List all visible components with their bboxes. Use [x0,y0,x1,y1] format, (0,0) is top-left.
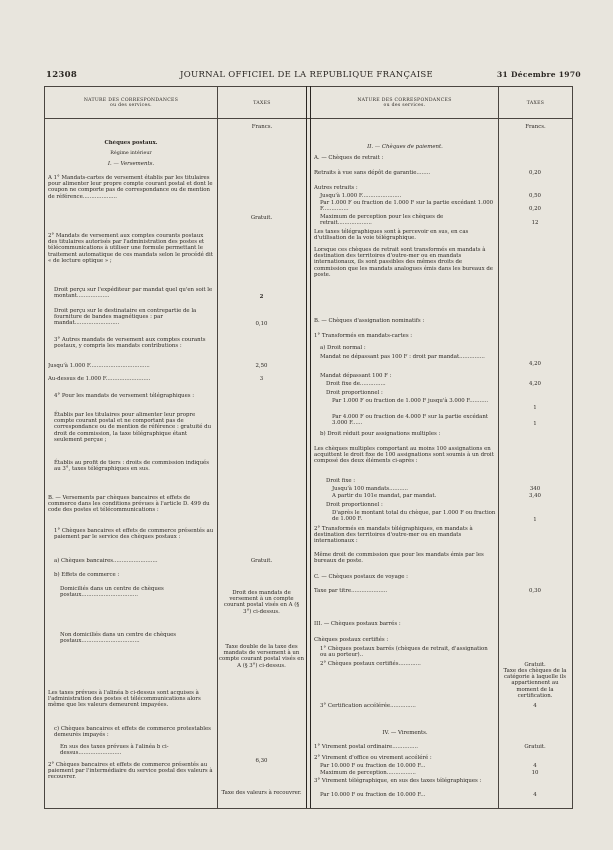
col-line [310,86,311,808]
entry: Droit proportionnel : [326,502,383,508]
entry: A. — Chèques de retrait : [314,155,384,161]
entry: Non domiciliés dans un centre de chèques postaux.................................. [60,632,177,645]
section-heading: II. — Chèques de paiement. [367,144,443,150]
entry: c) Chèques bancaires et effets de commerce protestables demeurés impayés : [54,726,211,739]
entry: 2° Transformés en mandats télégraphiques, en mandats à destination des territoires d'outre-mer ou en mandats internationaux : [314,526,473,545]
entry: 3° Certification accélérée............... [320,703,416,709]
entry: 1° Chèques postaux barrés (chèques de retrait, d'assignation ou au porteur).. [320,646,488,659]
entry: A 1° Mandats-cartes de versement établis par les titulaires pour alimenter leur propre compte courant postal et dont le coupon ne comporte pas de correspondance ou de mention de référence.................... [48,175,213,200]
entry: Lorsque ces chèques de retrait sont transformés en mandats à destination des territoires d'outre-mer ou en mandats internationaux, ils sont passibles des mêmes droits de commission que les mandats analogues émis dans les bureaux de poste. [314,247,493,278]
tax-value: 3 [259,376,264,382]
entry: 4° Pour les mandats de versement télégraphiques : [54,393,195,399]
entry: 1° Chèques bancaires et effets de commerce présentés au paiement par le service des chèques postaux : [54,528,214,541]
tax-value: 6,30 [255,758,268,764]
tax-value: 0,20 [528,170,541,176]
entry: Mandat dépassant 100 F : [320,373,392,379]
entry: 2° Chèques bancaires et effets de commerce présentés au paiement par l'intermédiaire du service postal des valeurs à recouvrer. [48,762,213,781]
tax-value: 0,10 [255,321,268,327]
tax-value: Gratuit. [524,662,546,668]
tax-value: Gratuit. [250,215,273,221]
tax-value: 4 [533,703,537,709]
entry: Droit perçu sur le destinataire en contrepartie de la fourniture de bandes magnétiques : par mandat.......................... [54,308,197,327]
entry: Par 10.000 F ou fraction de 10.000 F... [320,763,426,769]
right-column [314,140,496,805]
tax-value: 2 [259,294,264,300]
entry: Établis par les titulaires pour alimenter leur propre compte courant postal et ne comportant pas de correspondance ou de mention de référence : gratuité du droit de commission, la taxe télégraphique étant seulement perçue ; [54,412,212,443]
tax-value: 2,50 [255,363,268,369]
entry: Par 10.000 F ou fraction de 10.000 F... [320,792,426,798]
entry: Les taxes prévues à l'alinéa b ci-dessus sont acquises à l'administration des postes et télécommunications alors même que les valeurs demeurent impayées. [48,690,201,709]
tax-value: 1 [533,405,537,411]
col-line [306,86,307,808]
entry: Taxe par titre..................... [314,588,388,594]
top-rule [44,86,573,87]
entry: Même droit de commission que pour les mandats émis par les bureaux de poste. [314,552,484,565]
entry: Jusqu'à 1.000 F................................... [48,363,150,369]
entry: Retraits à vue sans dépôt de garantie........ [314,170,431,176]
nature-header: NATURE DES CORRESPONDANCES ou des services. [83,98,179,109]
section-heading: Chèques postaux. [104,140,158,146]
entry: Les chèques multiples comportant au moins 100 assignations en acquittent le droit fixe de 100 assignations sont soumis à un droit composé des deux éléments ci-après : [314,446,494,465]
entry: B. — Chèques d'assignation nominatifs : [314,318,425,324]
entry: B. — Versements par chèques bancaires et effets de commerce dans les conditions prévues à l'article D. 499 du code des postes et télécommunications : [48,495,210,514]
entry: 2° Chèques postaux certifiés............. [320,661,421,667]
entry: 1° Transformés en mandats-cartes : [314,333,413,339]
tax-value: 340 [529,486,541,492]
tax-value: 3,40 [528,493,541,499]
col-line [498,86,499,808]
tax-value: Droit des mandats de versement à un compte courant postal visés en A (§ 3°) ci-dessus. [223,590,300,615]
entry: Les taxes télégraphiques sont à percevoir en sus, en cas d'utilisation de la voie télégraphique. [314,229,469,242]
entry: Jusqu'à 100 mandats........... [332,486,408,492]
col-line [572,86,573,808]
tax-value: 0,50 [528,193,541,199]
entry: C. — Chèques postaux de voyage : [314,574,408,580]
tax-value: 4 [533,792,537,798]
tax-value: 12 [531,220,539,226]
entry: Jusqu'à 1.000 F....................... [320,193,402,199]
right-taxes-column [500,140,570,805]
entry: Droit fixe : [326,478,356,484]
entry: Par 4.000 F ou fraction de 4.000 F sur la partie excédant 3.000 F...... [332,414,488,427]
entry: 2° Mandats de versement aux comptes courants postaux des titulaires autorisés par l'administration des postes et télécommunications à utiliser une formule permettant le traitement automatique de ces mandats selon le procédé dit « de lecture optique » ; [48,233,213,264]
left-column [48,140,214,805]
entry: b) Effets de commerce : [54,572,120,578]
subheading: Régime intérieur [110,151,152,156]
entry: 2° Virement d'office ou virement accéléré : [314,755,432,761]
tax-value: 10 [531,770,539,776]
tax-value: 0,20 [528,206,541,212]
entry: a) Droit normal : [320,345,366,351]
tax-value: Taxe des chèques de la catégorie à laquelle ils appartiennent au moment de la certification. [503,668,567,699]
taxes-header: TAXES [526,101,545,106]
entry: Droit perçu sur l'expéditeur par mandat quel qu'en soit le montant................... [54,287,213,300]
entry: b) Droit réduit pour assignations multiples : [320,431,441,437]
entry: a) Chèques bancaires.......................... [54,558,158,564]
col-line [217,86,218,808]
entry: III. — Chèques postaux barrés : [314,621,401,627]
tax-value: 4 [533,763,537,769]
entry: 3° Virement télégraphique, en sus des taxes télégraphiques : [314,778,482,784]
entry: Maximum de perception pour les chèques de retrait.................... [320,214,444,227]
journal-title: JOURNAL OFFICIEL DE LA REPUBLIQUE FRANÇAISE [180,70,434,80]
tax-value: 1 [533,517,537,523]
entry: Domiciliés dans un centre de chèques postaux................................. [60,586,164,599]
tax-value: 0,30 [528,588,541,594]
page-number: 12308 [46,70,78,80]
tax-value: Gratuit. [250,558,273,564]
entry: Par 1.000 F ou fraction de 1.000 F jusqu'à 3.000 F........... [332,398,489,404]
tax-value: Taxe des valeurs à recouvrer. [221,790,302,796]
issue-date: 31 Décembre 1970 [497,70,581,79]
entry: Droit fixe de............... [326,381,386,387]
tax-value: 1 [533,421,537,427]
entry: 3° Autres mandats de versement aux comptes courants postaux, y compris les mandats contributions : [54,337,206,350]
nature-header: NATURE DES CORRESPONDANCES ou des services. [357,98,452,109]
tax-value: Gratuit. [524,744,546,750]
francs-label: Francs. [251,124,273,130]
entry: Chèques postaux certifiés : [314,637,389,643]
entry: Établis au profit de tiers : droits de commission indiqués au 3°, taxes télégraphiques en sus. [54,460,210,473]
tax-value: 4,20 [528,361,541,367]
tax-value: 4,20 [528,381,541,387]
entry: Autres retraits : [314,185,358,191]
bottom-rule [44,808,573,809]
header-rule [44,118,573,119]
entry: Au-dessus de 1.000 F.......................... [48,376,151,382]
col-line [44,86,45,808]
francs-label: Francs. [525,124,546,130]
entry: D'après le montant total du chèque, par 1.000 F ou fraction de 1.000 F. [332,510,496,523]
left-taxes-column [219,140,304,805]
entry: Maximum de perception................. [320,770,416,776]
entry: A partir du 101e mandat, par mandat. [332,493,437,499]
subheading: I. — Versements. [107,161,155,167]
entry: En sus des taxes prévues à l'alinéa b ci-dessus......................... [60,744,169,757]
taxes-header: TAXES [253,101,271,106]
section-heading: IV. — Virements. [382,730,428,736]
entry: Mandat ne dépassant pas 100 F : droit par mandat............... [320,354,485,360]
entry: Droit proportionnel : [326,390,383,396]
entry: 1° Virement postal ordinaire............... [314,744,418,750]
tax-value: Taxe double de la taxe des mandats de versement à un compte courant postal visés en A (§ 3°) ci-dessus. [219,644,304,669]
entry: Par 1.000 F ou fraction de 1.000 F sur la partie excédant 1.000 F............... [320,200,494,213]
